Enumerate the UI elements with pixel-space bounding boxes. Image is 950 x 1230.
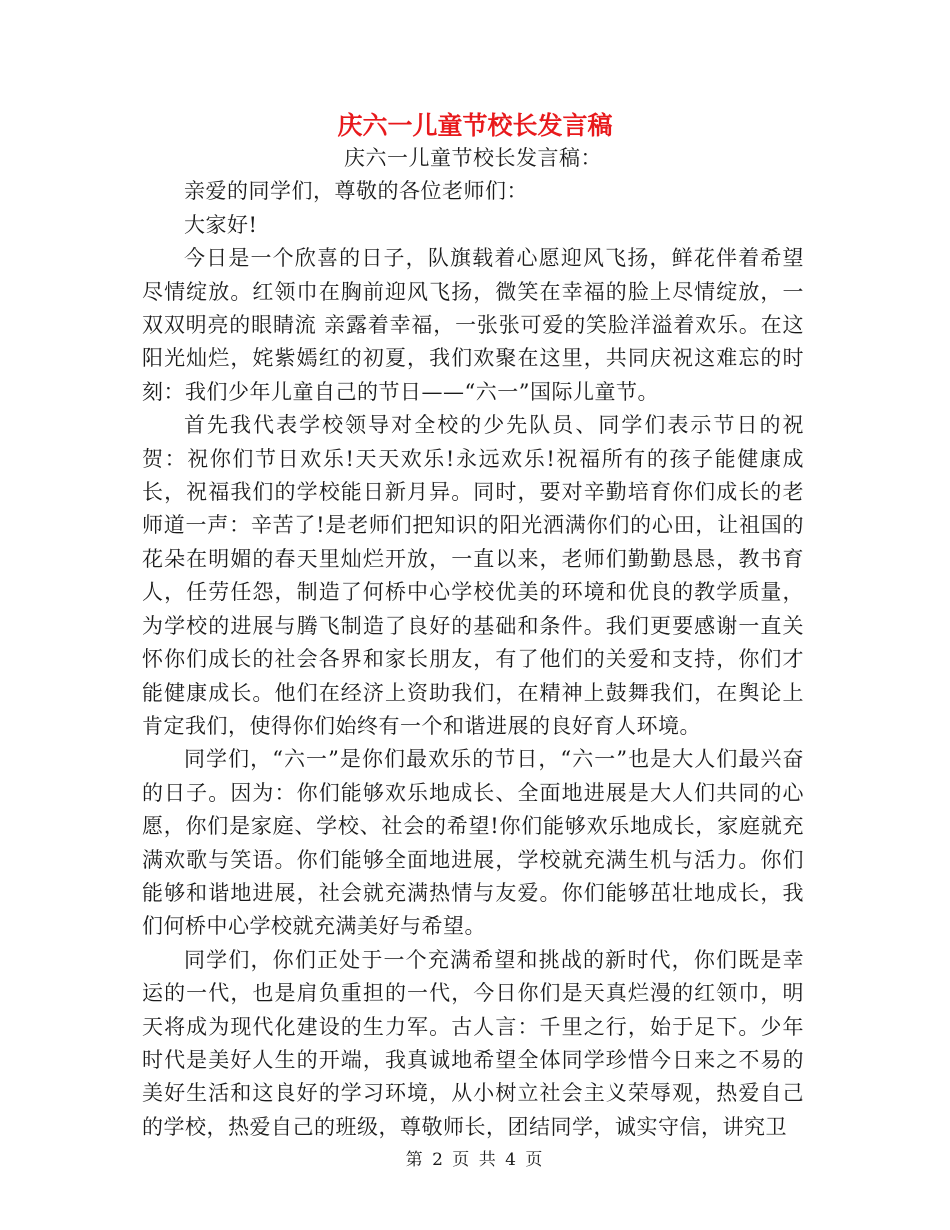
body-paragraph: 今日是一个欣喜的日子，队旗载着心愿迎风飞扬，鲜花伴着希望尽情绽放。红领巾在胸前迎风飞扬，微笑在幸福的脸上尽情绽放，一双双明亮的眼睛流 亲露着幸福，一张张可爱的笑脸洋溢着欢乐。在这阳光灿烂，姹紫嫣红的初夏，我们欢聚在这里，共同庆祝这难忘的时刻：我们少年儿童自己的节日——“六一”国际儿童节。 — [142, 246, 804, 404]
salutation-paragraph: 亲爱的同学们，尊敬的各位老师们： — [184, 179, 528, 204]
body-paragraph: 首先我代表学校领导对全校的少先队员、同学们表示节日的祝贺：祝你们节日欢乐!天天欢乐!永远欢乐!祝福所有的孩子能健康成长，祝福我们的学校能日新月异。同时，要对辛勤培育你们成长的老师道一声：辛苦了!是老师们把知识的阳光洒满你们的心田，让祖国的花朵在明媚的春天里灿烂开放，一直以来，老师们勤勤恳恳，教书育人，任劳任怨，制造了何桥中心学校优美的环境和优良的教学质量，为学校的进展与腾飞制造了良好的基础和条件。我们更要感谢一直关怀你们成长的社会各界和家长朋友，有了他们的关爱和支持，你们才能健康成长。他们在经济上资助我们，在精神上鼓舞我们，在舆论上肯定我们，使得你们始终有一个和谐进展的良好育人环境。 — [142, 413, 804, 738]
document-title: 庆六一儿童节校长发言稿 — [337, 111, 613, 140]
document-body — [142, 142, 804, 1144]
body-paragraph: 同学们，你们正处于一个充满希望和挑战的新时代，你们既是幸运的一代，也是肩负重担的一代，今日你们是天真烂漫的红领巾，明天将成为现代化建设的生力军。古人言：千里之行，始于足下。少年时代是美好人生的开端，我真诚地希望全体同学珍惜今日来之不易的美好生活和这良好的学习环境，从小树立社会主义荣辱观，热爱自己的学校，热爱自己的班级，尊敬师长，团结同学，诚实守信，讲究卫 — [142, 947, 804, 1139]
document-subtitle: 庆六一儿童节校长发言稿： — [344, 146, 602, 170]
page-number-footer: 第 2 页 共 4 页 — [405, 1150, 545, 1170]
body-paragraph: 同学们，“六一”是你们最欢乐的节日，“六一”也是大人们最兴奋的日子。因为：你们能够欢乐地成长、全面地进展是大人们共同的心愿，你们是家庭、学校、社会的希望!你们能够欢乐地成长，家庭就充满欢歌与笑语。你们能够全面地进展，学校就充满生机与活力。你们能够和谐地进展，社会就充满热情与友爱。你们能够茁壮地成长，我们何桥中心学校就充满美好与希望。 — [142, 747, 804, 939]
greeting-paragraph: 大家好! — [184, 212, 258, 237]
